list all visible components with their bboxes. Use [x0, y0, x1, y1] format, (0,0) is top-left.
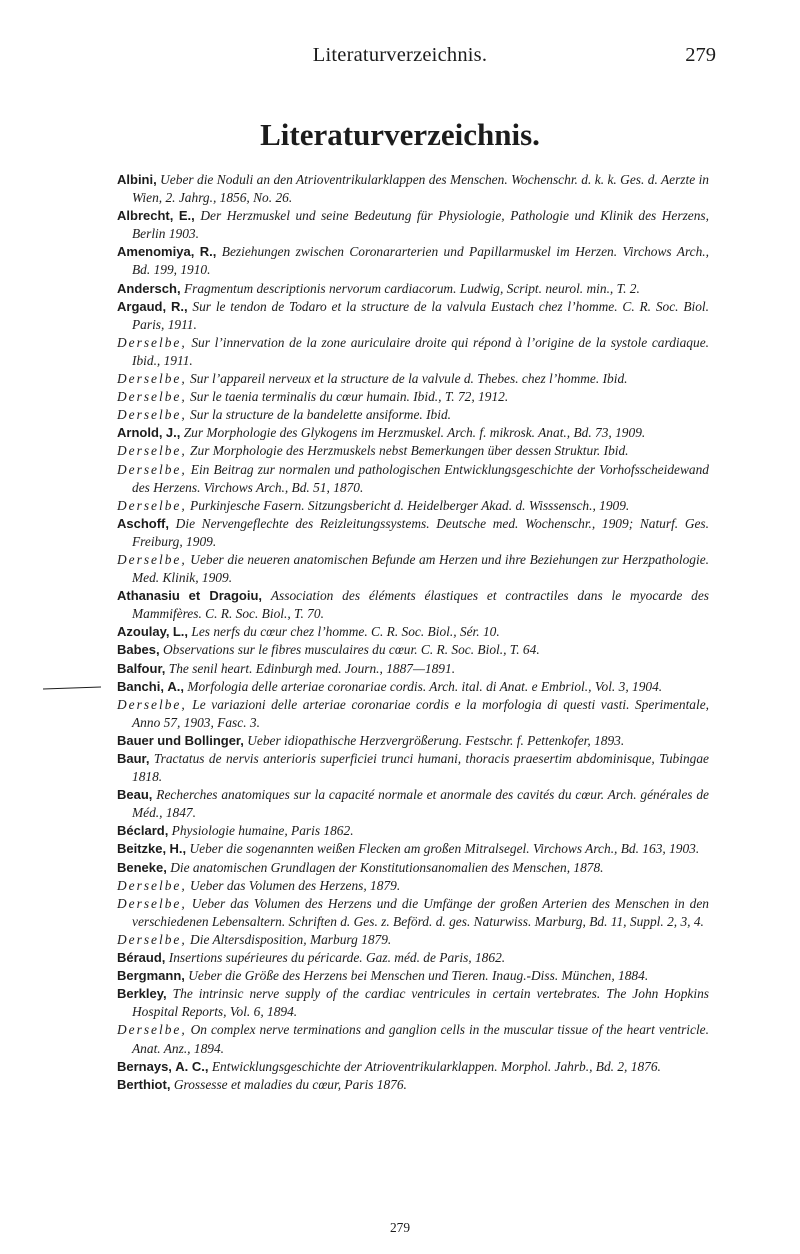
reference-author: Bernays,	[117, 1058, 172, 1074]
reference-title: Association des éléments élastiques et contractiles dans le myocarde des Mammifères. C. R. Soc. Biol., T. 70.	[132, 588, 709, 622]
reference-title: Insertions supérieures du péricarde. Gaz. méd. de Paris, 1862.	[168, 950, 506, 966]
reference-title: Sur l’appareil nerveux et la structure de la valvule d. Thebes. chez l’homme. Ibid.	[190, 371, 628, 387]
reference-entry	[117, 243, 709, 279]
reference-author: Derselbe,	[117, 461, 187, 477]
reference-author: Derselbe,	[117, 407, 187, 423]
reference-initials: L.,	[172, 624, 189, 640]
reference-entry	[117, 822, 709, 840]
reference-author: Athanasiu	[117, 588, 180, 604]
reference-entry	[117, 840, 709, 858]
reference-author: Banchi,	[117, 678, 164, 694]
reference-author: Beau,	[117, 787, 153, 803]
reference-author: Bergmann,	[117, 968, 185, 984]
reference-author: Baur,	[117, 751, 150, 766]
reference-author: Derselbe,	[117, 1022, 187, 1038]
reference-title: Les nerfs du cœur chez l’homme. C. R. Soc. Biol., Sér. 10.	[191, 624, 500, 640]
reference-title: Entwicklungsgeschichte der Atrioventrikularklappen. Morphol. Jahrb., Bd. 2, 1876.	[211, 1058, 661, 1074]
reference-entry	[117, 696, 709, 732]
reference-initials: R.,	[199, 244, 217, 260]
reference-author: Béclard,	[117, 823, 169, 839]
reference-title: Tractatus de nervis anterioris superficiei trunci humani, thoracis praesertim abdominisque, Tubingae 1818.	[132, 751, 709, 785]
reference-author: Derselbe,	[117, 696, 187, 712]
reference-entry	[117, 424, 709, 442]
reference-initials: J.,	[165, 425, 181, 441]
reference-initials: H.,	[169, 841, 187, 857]
running-head	[0, 44, 800, 68]
reference-entry	[117, 877, 709, 895]
reference-entry	[117, 1058, 709, 1076]
reference-author: Beneke,	[117, 859, 167, 875]
reference-title: Sur le tendon de Todaro et la structure de la valvula Eustach chez l’homme. C. R. Soc. Biol. Paris, 1911.	[132, 298, 709, 332]
reference-author: Derselbe,	[117, 895, 187, 911]
reference-title: Ueber idiopathische Herzvergrößerung. Festschr. f. Pettenkofer, 1893.	[247, 732, 625, 748]
reference-title: Ueber das Volumen des Herzens, 1879.	[190, 877, 401, 893]
reference-entry	[117, 660, 709, 678]
reference-title: Ueber das Volumen des Herzens und die Umfänge der großen Arterien des Menschen in den verschiedenen Lebensaltern. Schriften d. Ges. z. Beförd. d. ges. Naturwiss. Marburg, Bd. 11, Suppl. 2, 3, 4.	[132, 895, 709, 929]
reference-initials: R.,	[170, 298, 188, 314]
reference-title: Observations sur le fibres musculaires du cœur. C. R. Soc. Biol., T. 64.	[163, 642, 540, 658]
reference-title: Grossesse et maladies du cœur, Paris 1876.	[173, 1076, 407, 1092]
reference-author: Berkley,	[117, 986, 167, 1002]
reference-entry	[117, 497, 709, 515]
reference-author: Derselbe,	[117, 389, 187, 405]
reference-entry	[117, 859, 709, 877]
reference-entry	[117, 895, 709, 931]
reference-author: Argaud,	[117, 298, 167, 314]
reference-entry	[117, 280, 709, 298]
reference-author: Berthiot,	[117, 1076, 171, 1092]
reference-title: Ueber die Noduli an den Atrioventrikularklappen des Menschen. Wochenschr. d. k. k. Ges. d. Aerzte in Wien, 2. Jahrg., 1856, No. 26.	[132, 172, 709, 206]
footer-page-number: 279	[389, 1220, 411, 1235]
reference-entry	[117, 678, 709, 696]
reference-author: Albrecht,	[117, 208, 174, 224]
reference-title: Zur Morphologie des Herzmuskels nebst Bemerkungen über dessen Struktur. Ibid.	[190, 443, 629, 459]
reference-author: Derselbe,	[117, 443, 187, 459]
reference-title: The intrinsic nerve supply of the cardiac ventricules in certain vertebrates. The John Hopkins Hospital Reports, Vol. 6, 1894.	[132, 986, 709, 1020]
reference-title: Ueber die neueren anatomischen Befunde am Herzen und ihre Beziehungen zur Herzpathologie. Med. Klinik, 1909.	[132, 551, 709, 586]
reference-initials: E.,	[178, 208, 195, 224]
reference-entry	[117, 515, 709, 551]
reference-title: Sur le taenia terminalis du cœur humain. Ibid., T. 72, 1912.	[190, 389, 509, 405]
reference-entry	[117, 641, 709, 659]
reference-author: Azoulay,	[117, 624, 170, 640]
reference-entry	[117, 1076, 709, 1094]
reference-title: Sur la structure de la bandelette ansiforme. Ibid.	[190, 407, 452, 423]
reference-author: Albini,	[117, 172, 157, 187]
section-heading: Literaturverzeichnis.	[260, 117, 540, 152]
reference-title: Die anatomischen Grundlagen der Konstitutionsanomalien des Menschen, 1878.	[170, 859, 604, 875]
reference-author: Andersch,	[117, 280, 181, 296]
reference-entry	[117, 967, 709, 985]
reference-title: Zur Morphologie des Glykogens im Herzmuskel. Arch. f. mikrosk. Anat., Bd. 73, 1909.	[183, 425, 646, 441]
reference-title: Der Herzmuskel und seine Bedeutung für Physiologie, Pathologie und Klinik des Herzens, Berlin 1903.	[132, 208, 709, 242]
reference-entry	[117, 732, 709, 750]
reference-title: Ueber die Größe des Herzens bei Menschen und Tieren. Inaug.-Diss. München, 1884.	[188, 968, 649, 984]
reference-author: Balfour,	[117, 660, 166, 676]
reference-list	[117, 171, 709, 1094]
reference-entry	[117, 388, 709, 406]
header-page-number: 279	[685, 44, 716, 66]
reference-entry	[117, 461, 709, 497]
reference-author: Derselbe,	[117, 877, 187, 893]
reference-title: Physiologie humaine, Paris 1862.	[171, 823, 354, 839]
reference-entry	[117, 551, 709, 587]
reference-author: Amenomiya,	[117, 244, 195, 260]
reference-author: Béraud,	[117, 950, 166, 966]
reference-entry	[117, 949, 709, 967]
reference-title: On complex nerve terminations and ganglion cells in the muscular tissue of the heart ventricle. Anat. Anz., 1894.	[132, 1022, 709, 1056]
reference-initials: und Bollinger,	[157, 732, 244, 748]
reference-entry	[117, 442, 709, 460]
reference-author: Arnold,	[117, 425, 163, 441]
reference-title: Beziehungen zwischen Coronararterien und Papillarmuskel im Herzen. Virchows Arch., Bd. 199, 1910.	[132, 244, 709, 278]
reference-title: Recherches anatomiques sur la capacité normale et anormale des cavités du cœur. Arch. générales de Méd., 1847.	[132, 787, 709, 821]
reference-author: Derselbe,	[117, 931, 187, 947]
reference-title: The senil heart. Edinburgh med. Journ., 1887—1891.	[168, 660, 456, 676]
reference-entry	[117, 985, 709, 1021]
reference-title: Die Nervengeflechte des Reizleitungssystems. Deutsche med. Wochenschr., 1909; Naturf. Ges. Freiburg, 1909.	[132, 515, 709, 549]
reference-title: Le variazioni delle arteriae coronariae cordis e la morfologia di questi vasti. Sperimentale, Anno 57, 1903, Fasc. 3.	[132, 696, 709, 730]
reference-entry	[117, 786, 709, 822]
reference-author: Bauer	[117, 732, 154, 748]
reference-entry	[117, 750, 709, 786]
reference-entry	[117, 931, 709, 949]
reference-title: Die Altersdisposition, Marburg 1879.	[190, 931, 392, 947]
reference-entry	[117, 623, 709, 641]
reference-entry	[117, 207, 709, 243]
reference-entry	[117, 406, 709, 424]
reference-author: Derselbe,	[117, 371, 187, 387]
reference-initials: et Dragoiu,	[188, 588, 263, 604]
reference-author: Babes,	[117, 642, 160, 658]
reference-title: Sur l’innervation de la zone auriculaire droite qui répond à l’origine de la systole cardiaque. Ibid., 1911.	[132, 334, 709, 368]
reference-title: Ueber die sogenannten weißen Flecken am großen Mitralsegel. Virchows Arch., Bd. 163, 1903.	[189, 841, 700, 857]
reference-entry	[117, 334, 709, 370]
reference-author: Beitzke,	[117, 841, 167, 857]
reference-title: Fragmentum descriptionis nervorum cardiacorum. Ludwig, Script. neurol. min., T. 2.	[183, 280, 640, 296]
reference-title: Purkinjesche Fasern. Sitzungsbericht d. Heidelberger Akad. d. Wisssensch., 1909.	[190, 497, 630, 513]
margin-mark	[43, 686, 101, 690]
reference-entry	[117, 171, 709, 207]
reference-author: Derselbe,	[117, 551, 187, 567]
reference-initials: A. C.,	[175, 1058, 209, 1074]
reference-entry	[117, 370, 709, 388]
reference-entry	[117, 587, 709, 623]
reference-author: Aschoff,	[117, 515, 169, 531]
reference-initials: A.,	[167, 678, 184, 694]
reference-author: Derselbe,	[117, 497, 187, 513]
reference-author: Derselbe,	[117, 334, 187, 350]
reference-title: Morfologia delle arteriae coronariae cordis. Arch. ital. di Anat. e Embriol., Vol. 3, 1904.	[187, 678, 663, 694]
reference-entry	[117, 1021, 709, 1057]
running-title: Literaturverzeichnis.	[312, 44, 488, 66]
reference-entry	[117, 298, 709, 334]
reference-title: Ein Beitrag zur normalen und pathologischen Entwicklungsgeschichte der Vorhofsscheidewand des Herzens. Virchows Arch., Bd. 51, 1870.	[132, 461, 709, 495]
